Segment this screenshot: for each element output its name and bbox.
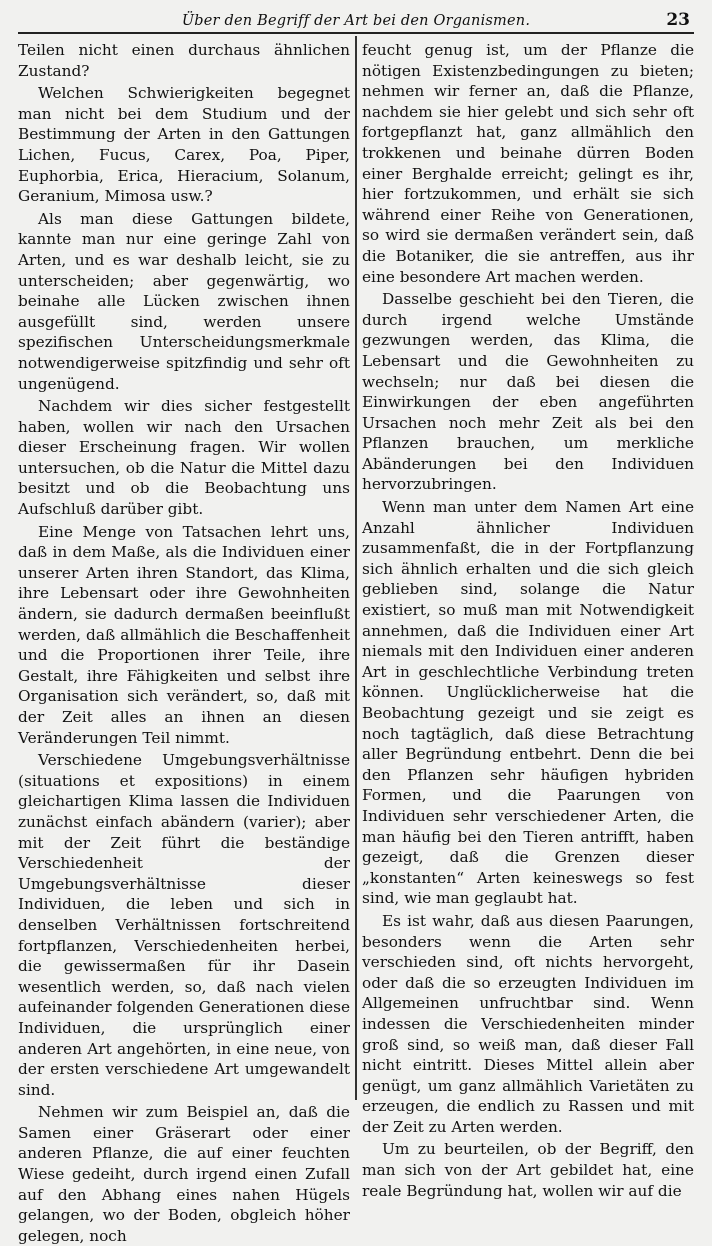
left-column xyxy=(18,40,350,1245)
paragraph: Es ist wahr, daß aus diesen Paarungen, besonders wenn die Arten sehr verschieden sind, oft nichts hervorgeht, oder daß die so erzeugten Individuen im Allgemeinen unfruchtbar sind. Wenn indessen die Verschiedenheiten minder groß sind, so weiß man, daß dieser Fall nicht eintritt. Dieses Mittel allein aber genügt, um ganz allmählich Varietäten zu erzeugen, die endlich zu Rassen und mit der Zeit zu Arten werden. xyxy=(362,911,694,1136)
paragraph: Wenn man unter dem Namen Art eine Anzahl ähnlicher Individuen zusammenfaßt, die in der Fortpflanzung sich ähnlich erhalten und die sich gleich geblieben sind, solange die Natur existiert, so muß man mit Notwendigkeit annehmen, daß die Individuen einer Art niemals mit den Individuen einer anderen Art in geschlechtliche Verbindung treten können. Unglücklicherweise hat die Beobachtung gezeigt und sie zeigt es noch tagtäglich, daß diese Betrachtung aller Begründung entbehrt. Denn die bei den Pflanzen sehr häufigen hybriden Formen, und die Paarungen von Individuen sehr verschiedener Arten, die man häufig bei den Tieren antrifft, haben gezeigt, daß die Grenzen dieser „konstanten“ Arten keineswegs so fest sind, wie man geglaubt hat. xyxy=(362,498,694,908)
paragraph: Nachdem wir dies sicher festgestellt haben, wollen wir nach den Ursachen dieser Erscheinung fragen. Wir wollen untersuchen, ob die Natur die Mittel dazu besitzt und ob die Beobachtung uns Aufschluß darüber gibt. xyxy=(18,397,350,519)
right-column xyxy=(362,40,694,1200)
page-header xyxy=(18,6,694,34)
page-number: 23 xyxy=(666,10,690,30)
paragraph: Teilen nicht einen durchaus ähnlichen Zustand? xyxy=(18,41,350,80)
paragraph: Eine Menge von Tatsachen lehrt uns, daß in dem Maße, als die Individuen einer unserer Arten ihren Standort, das Klima, ihre Lebensart oder ihre Gewohnheiten ändern, sie dadurch dermaßen beeinflußt werden, daß allmählich die Beschaffenheit und die Proportionen ihrer Teile, ihre Gestalt, ihre Fähigkeiten und selbst ihre Organisation sich verändert, so, daß mit der Zeit alles an ihnen an diesen Veränderungen Teil nimmt. xyxy=(18,522,350,747)
paragraph: Verschiedene Umgebungsverhältnisse (situations et expositions) in einem gleichartigen Klima lassen die Individuen zunächst einfach abändern (varier); aber mit der Zeit führt die beständige Verschiedenheit der Umgebungsverhältnisse dieser Individuen, die leben und sich in denselben Verhältnissen fortschreitend fortpflanzen, Verschiedenheiten herbei, die gewissermaßen für ihr Dasein wesentlich werden, so, daß nach vielen aufeinander folgenden Generationen diese Individuen, die ursprünglich einer anderen Art angehörten, in eine neue, von der ersten verschiedene Art umgewandelt sind. xyxy=(18,751,350,1099)
paragraph: Welchen Schwierigkeiten begegnet man nicht bei dem Studium und der Bestimmung der Arten in den Gattungen Lichen, Fucus, Carex, Poa, Piper, Euphorbia, Erica, Hieracium, Solanum, Geranium, Mimosa usw.? xyxy=(18,84,350,206)
paragraph: Nehmen wir zum Beispiel an, daß die Samen einer Gräserart oder einer anderen Pflanze, die auf einer feuchten Wiese gedeiht, durch irgend einen Zufall auf den Abhang eines nahen Hügels gelangen, wo der Boden, obgleich höher gelegen, noch xyxy=(18,1103,350,1245)
paragraph: Um zu beurteilen, ob der Begriff, den man sich von der Art gebildet hat, eine reale Begründung hat, wollen wir auf die xyxy=(362,1140,694,1200)
running-title: Über den Begriff der Art bei den Organismen. xyxy=(181,13,531,29)
paragraph: Dasselbe geschieht bei den Tieren, die durch irgend welche Umstände gezwungen werden, das Klima, die Lebensart und die Gewohnheiten zu wechseln; nur daß bei diesen die Einwirkungen der eben angeführten Ursachen noch mehr Zeit als bei den Pflanzen brauchen, um merkliche Abänderungen bei den Individuen hervorzubringen. xyxy=(362,290,694,494)
column-divider xyxy=(355,36,357,1100)
paragraph: Als man diese Gattungen bildete, kannte man nur eine geringe Zahl von Arten, und es war deshalb leicht, sie zu unterscheiden; aber gegenwärtig, wo beinahe alle Lücken zwischen ihnen ausgefüllt sind, werden unsere spezifischen Unterscheidungsmerkmale notwendigerweise spitzfindig und sehr oft ungenügend. xyxy=(18,209,350,393)
paragraph: feucht genug ist, um der Pflanze die nötigen Existenzbedingungen zu bieten; nehmen wir ferner an, daß die Pflanze, nachdem sie hier gelebt und sich sehr oft fortgepflanzt hat, ganz allmählich den trokkenen und beinahe dürren Boden einer Berghalde erreicht; gelingt es ihr, hier fortzukommen, und erhält sie sich während einer Reihe von Generationen, so wird sie dermaßen verändert sein, daß die Botaniker, die sie antreffen, aus ihr eine besondere Art machen werden. xyxy=(362,41,694,286)
